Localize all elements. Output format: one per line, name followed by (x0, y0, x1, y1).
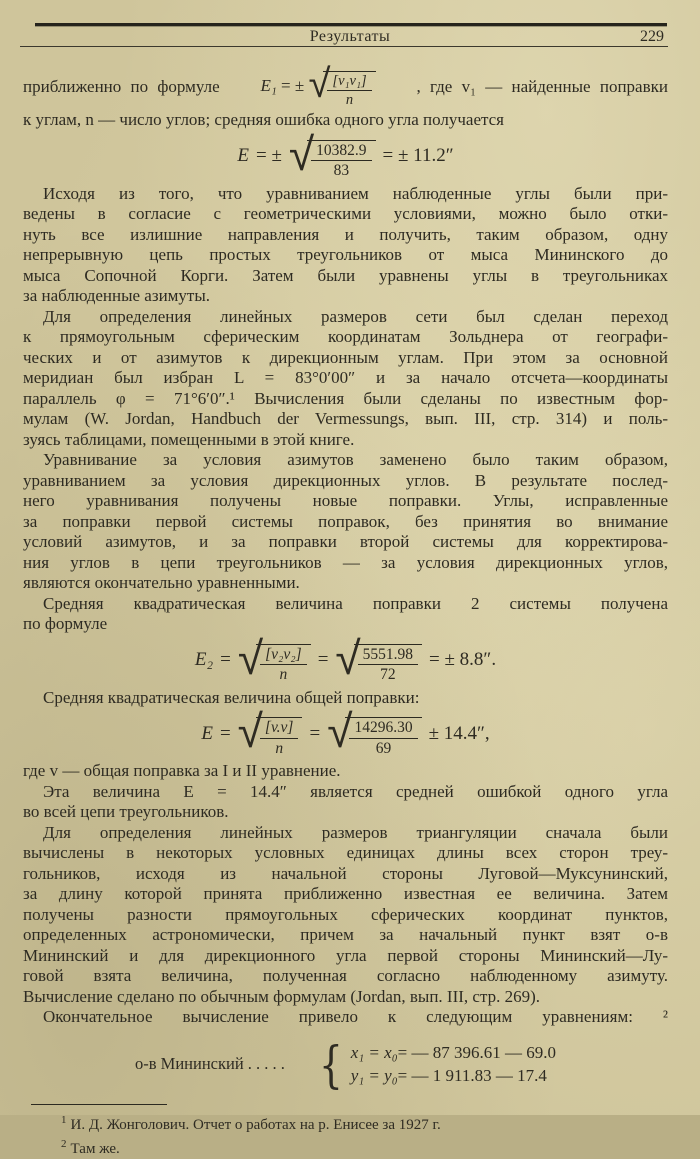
radical-expression (308, 60, 375, 108)
text-line: получены разности прямоугольных сферических координат пунктов, (23, 904, 668, 924)
fraction (354, 644, 422, 684)
fraction-numerator: 14296.30 (349, 718, 417, 738)
page-number: 229 (640, 28, 664, 45)
formula-relation: = (220, 649, 231, 671)
equation-x (351, 1043, 556, 1064)
header-rule-thick (35, 23, 667, 26)
paragraph-directional-angles (23, 450, 668, 594)
text-segment: приближенно по формуле (23, 76, 220, 96)
text-line: за наблюденные азимуты. (23, 286, 211, 305)
fraction-denominator: n (345, 92, 354, 108)
footnotes (23, 1111, 668, 1159)
text-line: условий азимутов, и за поправки второй системы для корректирова- (23, 532, 668, 551)
paragraph-second-system (23, 594, 668, 635)
radical-sign: √ (327, 704, 353, 759)
text-line: параллель φ = 71°6′0″.¹ Вычисления были сделаны по известным фор- (23, 388, 668, 408)
footnote-item (61, 1135, 668, 1159)
radical-sign: √ (335, 630, 361, 685)
paragraph-triangulation-sizes (23, 823, 668, 1008)
fraction-denominator: 83 (333, 162, 350, 179)
text-line: за длину которой принята приближенно известная ее величина. Затем (23, 884, 668, 903)
formula-result: = ± 8.8″. (429, 649, 497, 671)
footnote-marker: 2 (61, 1137, 67, 1150)
formula-lhs: E₁ (260, 75, 277, 95)
formula-lhs: E₂ (194, 649, 214, 671)
equation-e2 (23, 630, 668, 685)
radical-sign: √ (288, 126, 315, 181)
fraction-numerator: 5551.98 (358, 645, 418, 665)
formula-relation: = (219, 722, 231, 744)
page-body (23, 60, 668, 1159)
paragraph-adjustment (23, 184, 668, 307)
text-line: Средняя квадратическая величина поправки 2 системы получена (43, 593, 668, 613)
text-line: Уравнивание за условия азимутов заменено было таким образом, (43, 450, 668, 469)
equation-x-lhs: x₁ = x₀ (350, 1042, 398, 1062)
text-line: Исходя из того, что уравниванием наблюденные углы были при- (43, 183, 668, 203)
text-line: нуть все излишние направления и получить, таким образом, одну (23, 224, 668, 244)
text-line: где v — общая поправка за I и II уравнение. (23, 761, 341, 780)
fraction (307, 140, 375, 180)
text-line: определенных астрономически, причем за начальный пункт взят о-в (23, 925, 668, 944)
equation-y (351, 1066, 556, 1087)
text-line: ведены в согласие с геометрическими условиями, можно было отки- (23, 204, 668, 223)
text-line: к прямоугольным сферическим координатам Зольднера от географи- (23, 327, 668, 346)
text-line: Мининский и для дирекционного угла первой стороны Мининский—Лу- (23, 945, 668, 965)
formula-lhs: E (201, 722, 213, 744)
radical-sign: √ (237, 630, 264, 685)
equation-y-lhs: y₁ = y₀ (350, 1066, 398, 1085)
text-line: Эта величина E = 14.4″ является средней ошибкой одного угла (43, 781, 668, 801)
fraction (256, 717, 303, 757)
text-line: являются окончательно уравненными. (23, 573, 300, 592)
footnote-item (61, 1111, 668, 1135)
footnote-text: И. Д. Жонголович. Отчет о работах на р. Енисее за 1927 г. (70, 1116, 441, 1133)
fraction-numerator: [v₁v₁] (327, 72, 371, 91)
formula-relation: = (317, 649, 329, 671)
text-line: мыса Сопочной Корги. Затем были уравнены углы в треугольниках (23, 265, 668, 285)
radical-expression (335, 630, 422, 685)
text-line: к углам, n — число углов; средняя ошибка одного угла получается (23, 110, 505, 129)
text-segment: , где v₁ — найденные поправки (416, 76, 668, 96)
text-line: уравниванием за условия дирекционных углов. В результате послед- (23, 470, 668, 490)
header-rule-thin (20, 46, 668, 47)
text-line: непрерывную цепь простых треугольников от мыса Мининского до (23, 245, 668, 264)
running-head (0, 28, 700, 46)
text-line: меридиан был избран L = 83°0′00″ и за начало отсчета—координаты (23, 368, 668, 387)
paragraph-approx-formula (23, 60, 668, 131)
formula-relation: = ± (276, 75, 309, 95)
formula-result: ± 14.4″, (428, 722, 490, 744)
footnote-text: Там же. (70, 1140, 120, 1157)
text-line: ческих и от азимутов к дирекционным углам. При этом за основной (23, 347, 668, 367)
radical-sign: √ (308, 60, 331, 107)
page-header-title: Результаты (309, 28, 391, 45)
paragraph-v-definition (23, 761, 668, 782)
text-line: во всей цепи треугольников. (23, 802, 229, 821)
text-line: говой взята величина, полученная согласно наблюденному азимуту. (23, 966, 668, 985)
fraction-numerator: [v₂v₂] (260, 645, 307, 665)
text-line: Для определения линейных размеров сети был сделан переход (43, 306, 668, 326)
fraction (323, 71, 375, 108)
equation-system-lines (351, 1043, 556, 1087)
text-line: вычислены в некоторых условных единицах длины всех сторон треу- (23, 843, 668, 862)
paragraph-e-value (23, 782, 668, 823)
text-line: за поправки первой системы поправок, без принятия во внимание (23, 511, 668, 531)
text-line: Для определения линейных размеров триангуляции сначала были (43, 822, 668, 842)
text-line: ния углов в цепи треугольников — за условия дирекционных углов, (23, 552, 668, 572)
left-brace: { (318, 1035, 343, 1094)
fraction-denominator: 72 (380, 666, 396, 683)
radical-expression (288, 126, 376, 181)
formula-result: = ± 11.2″ (382, 145, 454, 167)
equation-y-rhs: = — 1 911.83 — 17.4 (397, 1066, 547, 1085)
text-line: Вычисление сделано по обычным формулам (Jordan, вып. III, стр. 269). (23, 986, 540, 1006)
text-line: мулам (W. Jordan, Handbuch der Vermessungs, вып. III, стр. 314) и поль- (23, 409, 668, 428)
inline-formula-e1 (260, 60, 376, 108)
text-line (23, 60, 668, 110)
footnote-divider (31, 1104, 167, 1105)
equation-x-rhs: = — 87 396.61 — 69.0 (397, 1042, 556, 1062)
radical-sign: √ (237, 704, 263, 759)
fraction (256, 644, 311, 684)
fraction-denominator: n (275, 739, 284, 757)
formula-relation: = ± (255, 145, 282, 167)
footnote-marker: 1 (61, 1113, 67, 1126)
radical-expression (237, 630, 311, 685)
equation-e-total (23, 704, 668, 759)
formula-lhs: E (237, 145, 249, 167)
text-line: Средняя квадратическая величина общей поправки: (43, 687, 420, 707)
fraction (345, 717, 421, 757)
equation-system-mininsky (135, 1035, 668, 1094)
text-line: зуясь таблицами, помещенными в этой книге. (23, 429, 355, 449)
paragraph-coordinates (23, 307, 668, 451)
formula-relation: = (309, 722, 321, 744)
text-line: него уравнивания получены новые поправки. Углы, исправленные (23, 491, 668, 510)
text-line: гольников, исходя из начальной стороны Луговой—Муксунинский, (23, 863, 668, 883)
radical-expression (327, 704, 421, 759)
fraction-denominator: 69 (375, 739, 392, 757)
text-line: Окончательное вычисление привело к следующим уравнениям: ² (43, 1007, 668, 1026)
radical-expression (237, 704, 303, 759)
paragraph-final-computation (23, 1007, 668, 1028)
text-line: по формуле (23, 614, 108, 633)
fraction-numerator: [v.v] (260, 718, 299, 738)
equation-mean-error (23, 126, 668, 181)
equation-system-label: о-в Мининский . . . . . (135, 1054, 285, 1074)
fraction-denominator: n (279, 666, 288, 683)
fraction-numerator: 10382.9 (311, 141, 371, 161)
